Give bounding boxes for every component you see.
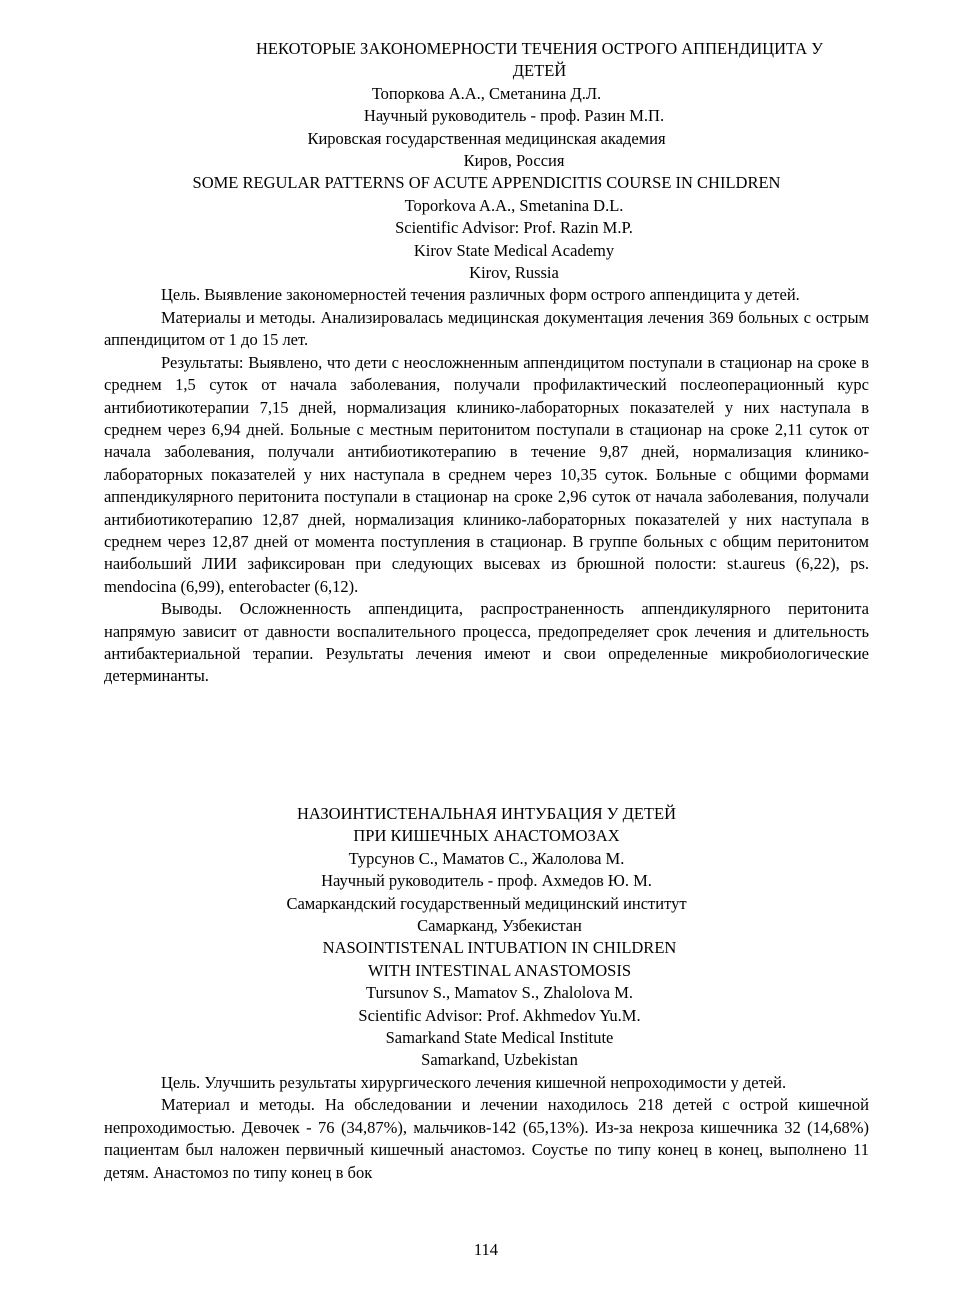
- institution-ru: Самаркандский государственный медицинский институт: [286, 893, 687, 913]
- article-title-ru-line-1: НЕКОТОРЫЕ ЗАКОНОМЕРНОСТИ ТЕЧЕНИЯ ОСТРОГО АППЕНДИЦИТА У: [256, 39, 823, 58]
- advisor-ru: Научный руководитель - проф. Разин М.П.: [363, 106, 665, 126]
- city-ru: Самарканд, Узбекистан: [417, 916, 582, 936]
- methods-paragraph: Материалы и методы. Анализировалась медицинская документация лечения 369 больных с острым аппендицитом от 1 до 15 лет.: [104, 307, 869, 350]
- article-title-en: SOME REGULAR PATTERNS OF ACUTE APPENDICITIS COURSE IN CHILDREN: [192, 173, 781, 193]
- article-nasointestinal-intubation: [104, 803, 869, 1184]
- institution-ru: Кировская государственная медицинская академия: [307, 128, 666, 148]
- results-paragraph: Результаты: Выявлено, что дети с неосложненным аппендицитом поступали в стационар на сроке в среднем 1,5 суток от начала заболевания, получали профилактический послеоперационный курс антибиотикотерапии 7,15 дней, нормализация клинико-лабораторных показателей у них наступала в среднем через 6,94 дней. Больные с местным перитонитом поступали в стационар на сроке 2,11 суток от начала заболевания, получали антибиотикотерапию в течение 9,87 дней, нормализация клинико-лабораторных показателей у них наступала в среднем через 10,35 суток. Больные с общими формами аппендикулярного перитонита поступали в стационар на сроке 2,96 суток от начала заболевания, получали антибиотикотерапию 12,87 дней, нормализация клинико-лабораторных показателей у них наступала в среднем через 12,87 дней от момента поступления в стационар. В группе больных с общим перитонитом наибольший ЛИИ зафиксирован при следующих высевах из брюшной полости: st.aureus (6,22), ps. mendocina (6,99), enterobacter (6,12).: [104, 352, 869, 596]
- article-title-en-line-2: WITH INTESTINAL ANASTOMOSIS: [367, 960, 632, 980]
- conclusions-paragraph: Выводы. Осложненность аппендицита, распространенность аппендикулярного перитонита напрямую зависит от давности воспалительного процесса, предопределяет срок лечения и длительность антибактериальной терапии. Результаты лечения имеют и свои определенные микробиологические детерминанты.: [104, 599, 869, 686]
- authors-ru: Топоркова А.А., Сметанина Д.Л.: [371, 83, 602, 103]
- authors-en: Toporkova A.A., Smetanina D.L.: [404, 195, 624, 215]
- advisor-en: Scientific Advisor: Prof. Razin M.P.: [395, 218, 633, 238]
- article-title-ru-line-1: НАЗОИНТИСТЕНАЛЬНАЯ ИНТУБАЦИЯ У ДЕТЕЙ: [297, 804, 676, 823]
- authors-en: Tursunov S., Mamatov S., Zhalolova M.: [365, 983, 634, 1003]
- advisor-ru: Научный руководитель - проф. Ахмедов Ю. М.: [321, 871, 652, 891]
- institution-en: Samarkand State Medical Institute: [385, 1028, 614, 1048]
- goal-paragraph: Цель. Выявление закономерностей течения различных форм острого аппендицита у детей.: [161, 285, 800, 305]
- city-ru: Киров, Россия: [463, 151, 565, 171]
- page-number: 114: [473, 1240, 499, 1259]
- institution-en: Kirov State Medical Academy: [413, 240, 615, 260]
- goal-paragraph: Цель. Улучшить результаты хирургического лечения кишечной непроходимости у детей.: [161, 1072, 787, 1092]
- article-title-ru-line-2: ПРИ КИШЕЧНЫХ АНАСТОМОЗАХ: [353, 826, 620, 846]
- city-en: Kirov, Russia: [469, 263, 559, 283]
- article-acute-appendicitis: [104, 38, 869, 688]
- city-en: Samarkand, Uzbekistan: [421, 1050, 578, 1070]
- authors-ru: Турсунов С., Маматов С., Жалолова М.: [348, 848, 625, 868]
- advisor-en: Scientific Advisor: Prof. Akhmedov Yu.M.: [358, 1005, 641, 1025]
- article-title-ru-line-2: ДЕТЕЙ: [512, 61, 567, 81]
- article-title-en-line-1: NASOINTISTENAL INTUBATION IN CHILDREN: [322, 938, 677, 958]
- methods-paragraph: Материал и методы. На обследовании и лечении находилось 218 детей с острой кишечной непроходимостью. Девочек - 76 (34,87%), мальчиков-142 (65,13%). Из-за некроза кишечника 32 (14,68%) пациентам был наложен первичный кишечный анастомоз. Соустье по типу конец в конец, выполнено 11 детям. Анастомоз по типу конец в бок: [104, 1095, 869, 1182]
